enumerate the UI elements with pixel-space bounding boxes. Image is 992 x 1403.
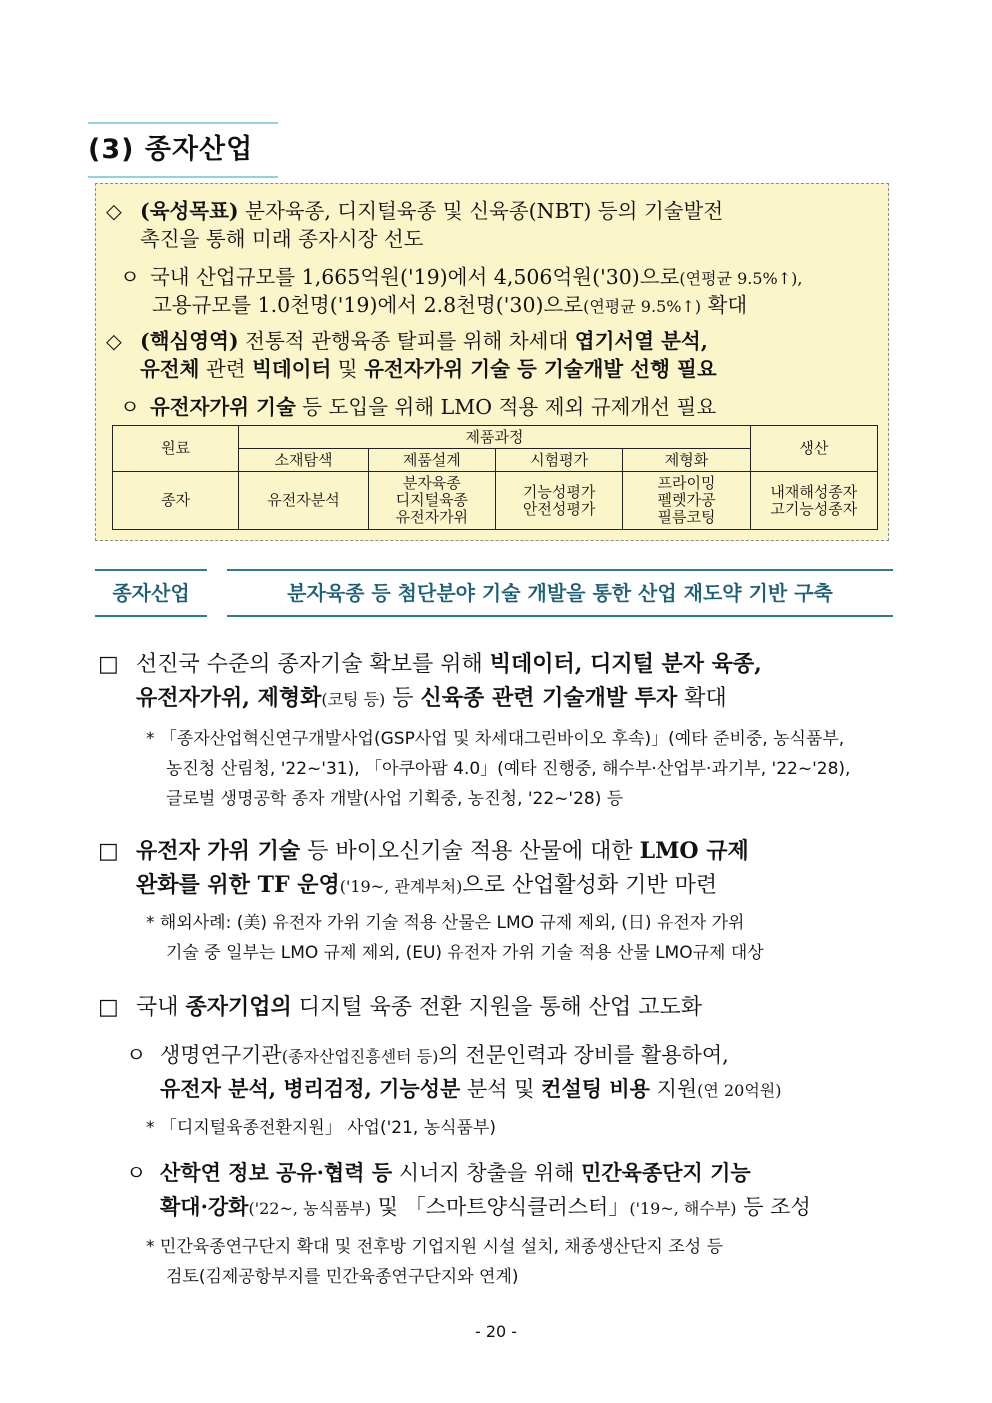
cell-line: 필름코팅 bbox=[657, 508, 716, 526]
text-small: (연 20억원) bbox=[697, 1081, 782, 1100]
goal-sub-2-text: 등 도입을 위해 LMO 적용 제외 규제개선 필요 bbox=[295, 395, 717, 419]
goal-core-b2: 빅데이터 bbox=[252, 357, 332, 381]
table-cell bbox=[750, 472, 877, 530]
text: 등 bbox=[385, 686, 421, 711]
goal-core-b1: 유전체 bbox=[140, 357, 200, 381]
table-cell bbox=[623, 472, 750, 530]
text: 디지털 육종 전환 지원을 통해 산업 고도화 bbox=[291, 995, 703, 1020]
sub-item-2-note-2: 검토(김제공항부지를 민간육종연구단지와 연계) bbox=[166, 1267, 519, 1287]
goal-target-line2: 촉진을 통해 미래 종자시장 선도 bbox=[140, 227, 424, 251]
para-1-note-3: 글로벌 생명공학 종자 개발(사업 기획중, 농진청, '22~'28) 등 bbox=[166, 789, 624, 809]
text-small: (종자산업진흥센터 등) bbox=[281, 1047, 439, 1066]
text-bold: 민간육종단지 기능 bbox=[581, 1160, 751, 1185]
goal-sub-2-bold: 유전자가위 기술 bbox=[150, 395, 296, 419]
square-bullet-icon: □ bbox=[98, 995, 119, 1020]
goal-sub-1b bbox=[152, 288, 747, 318]
cell-line: 펠렛가공 bbox=[657, 491, 716, 509]
square-bullet-icon: □ bbox=[98, 652, 119, 677]
text: 으로 산업활성화 기반 마련 bbox=[462, 873, 718, 898]
para-1-note-1: * 「종자산업혁신연구개발사업(GSP사업 및 차세대그린바이오 후속)」(예타 준비중, 농식품부, bbox=[146, 729, 845, 749]
text-small: ('22~, 농식품부) bbox=[248, 1199, 372, 1218]
circle-bullet-icon: ㅇ bbox=[126, 1161, 147, 1185]
table-header-source: 원료 bbox=[113, 426, 239, 472]
text-bold: 종자기업의 bbox=[185, 994, 292, 1020]
table-subheader: 제형화 bbox=[623, 449, 750, 472]
cell-line: 유전자가위 bbox=[395, 508, 469, 526]
text-bold: 확대·강화 bbox=[160, 1194, 249, 1219]
cell-line: 분자육종 bbox=[402, 474, 461, 492]
goal-sub-1a-note: (연평균 9.5%↑), bbox=[679, 269, 803, 288]
goal-target bbox=[106, 194, 723, 224]
text: 분석 및 bbox=[460, 1077, 542, 1101]
table-header-process: 제품과정 bbox=[239, 426, 750, 449]
text-small: ('19~, 관계부처) bbox=[339, 877, 463, 896]
goal-sub-1b-tail: 확대 bbox=[701, 293, 748, 317]
sub-item-1-line-1 bbox=[126, 1039, 729, 1069]
table-header-produce: 생산 bbox=[750, 426, 877, 472]
para-1-line-1 bbox=[98, 647, 762, 678]
goal-sub-1a-text: 국내 산업규모를 1,665억원('19)에서 4,506억원('30)으로 bbox=[150, 265, 680, 289]
table-cell bbox=[368, 472, 495, 530]
text-bold: 유전자 가위 기술 bbox=[136, 838, 301, 864]
text: 및 「스마트양식클러스터」 bbox=[371, 1195, 630, 1219]
cell-line: 기능성평가 bbox=[522, 482, 596, 501]
text-small: ('19~, 해수부) bbox=[629, 1199, 737, 1218]
text-small: (코팅 등) bbox=[321, 690, 386, 709]
para-3-line-1 bbox=[98, 990, 702, 1021]
text: 의 전문인력과 장비를 활용하여, bbox=[438, 1043, 729, 1067]
cell-line: 디지털육종 bbox=[395, 491, 469, 509]
text: 국내 bbox=[136, 995, 186, 1020]
goal-core-text: 전통적 관행육종 탈피를 위해 차세대 bbox=[238, 329, 575, 353]
goal-core-t1: 관련 bbox=[199, 357, 253, 381]
product-process-table bbox=[112, 425, 878, 530]
text: 등 바이오신기술 적용 산물에 대한 bbox=[300, 839, 640, 864]
goal-core-label: (핵심영역) bbox=[140, 329, 239, 353]
para-2-line-1 bbox=[98, 834, 749, 865]
para-2-note-2: 기술 중 일부는 LMO 규제 제외, (EU) 유전자 가위 기술 적용 산물 LMO규제 대상 bbox=[166, 943, 764, 963]
circle-bullet-icon: ㅇ bbox=[126, 1043, 147, 1067]
circle-bullet-icon: ㅇ bbox=[120, 265, 140, 289]
table-subheader: 시험평가 bbox=[495, 449, 622, 472]
text-bold: 신육종 관련 기술개발 투자 bbox=[420, 685, 678, 711]
square-bullet-icon: □ bbox=[98, 839, 119, 864]
table-subheader: 소재탐색 bbox=[239, 449, 368, 472]
text: 시너지 창출을 위해 bbox=[392, 1161, 582, 1185]
text-bold: LMO 규제 bbox=[639, 838, 749, 864]
para-2-note-1: * 해외사례: (美) 유전자 가위 기술 적용 산물은 LMO 규제 제외, (日) 유전자 가위 bbox=[146, 913, 745, 933]
sub-item-2-note-1: * 민간육종연구단지 확대 및 전후방 기업지원 시설 설치, 채종생산단지 조성 등 bbox=[146, 1237, 724, 1257]
sub-item-1-line-2 bbox=[160, 1073, 781, 1103]
subheading-desc: 분자육종 등 첨단분야 기술 개발을 통한 산업 재도약 기반 구축 bbox=[227, 569, 893, 617]
sub-item-2-line-2 bbox=[160, 1191, 811, 1221]
sub-item-1-note: * 「디지털육종전환지원」 사업('21, 농식품부) bbox=[146, 1118, 497, 1138]
page-number: - 20 - bbox=[474, 1322, 518, 1341]
section-title: (3) 종자산업 bbox=[88, 122, 278, 178]
text-bold: 빅데이터, 디지털 분자 육종, bbox=[489, 651, 762, 677]
goal-target-label: (육성목표) bbox=[140, 199, 239, 223]
goal-sub-1a bbox=[120, 260, 803, 290]
text-bold: 산학연 정보 공유·협력 등 bbox=[160, 1160, 393, 1185]
circle-bullet-icon: ㅇ bbox=[120, 395, 140, 419]
text: 지원 bbox=[649, 1077, 698, 1101]
text: 등 조성 bbox=[736, 1195, 811, 1219]
text-bold: 유전자가위, 제형화 bbox=[136, 685, 322, 711]
goal-core-b3: 유전자가위 기술 등 기술개발 선행 필요 bbox=[364, 357, 717, 381]
subheading-label: 종자산업 bbox=[95, 569, 207, 617]
goal-core-t2: 및 bbox=[331, 357, 365, 381]
goal-sub-1b-note: (연평균 9.5%↑) bbox=[583, 297, 702, 316]
table-subheader: 제품설계 bbox=[368, 449, 495, 472]
para-1-note-2: 농진청 산림청, '22~'31), 「아쿠아팜 4.0」(예타 진행중, 해수부·산업부·과기부, '22~'28), bbox=[166, 759, 851, 779]
text-bold: 유전자 분석, 병리검정, 기능성분 bbox=[160, 1076, 461, 1101]
cell-line: 내재해성종자 bbox=[770, 482, 858, 501]
goal-core-bold: 엽기서열 분석, bbox=[574, 329, 708, 353]
cell-line: 안전성평가 bbox=[522, 499, 596, 518]
diamond-icon: ◇ bbox=[106, 199, 122, 223]
table-cell: 유전자분석 bbox=[239, 472, 368, 530]
goal-core bbox=[106, 324, 708, 354]
text-bold: 컨설팅 비용 bbox=[541, 1076, 650, 1101]
text: 확대 bbox=[677, 686, 727, 711]
goal-sub-2 bbox=[120, 390, 716, 420]
goal-core-line2 bbox=[140, 352, 717, 382]
cell-line: 프라이밍 bbox=[657, 474, 716, 492]
text: 생명연구기관 bbox=[160, 1043, 282, 1067]
text: 선진국 수준의 종자기술 확보를 위해 bbox=[136, 652, 490, 677]
text-bold: 완화를 위한 TF 운영 bbox=[136, 872, 340, 898]
table-cell bbox=[495, 472, 622, 530]
cell-line: 고기능성종자 bbox=[770, 499, 858, 518]
sub-item-2-line-1 bbox=[126, 1157, 751, 1187]
diamond-icon: ◇ bbox=[106, 329, 122, 353]
para-2-line-2 bbox=[136, 868, 717, 899]
para-1-line-2 bbox=[136, 681, 727, 712]
goal-sub-1b-text: 고용규모를 1.0천명('19)에서 2.8천명('30)으로 bbox=[152, 293, 584, 317]
table-cell: 종자 bbox=[113, 472, 239, 530]
goal-target-text: 분자육종, 디지털육종 및 신육종(NBT) 등의 기술발전 bbox=[238, 199, 724, 223]
